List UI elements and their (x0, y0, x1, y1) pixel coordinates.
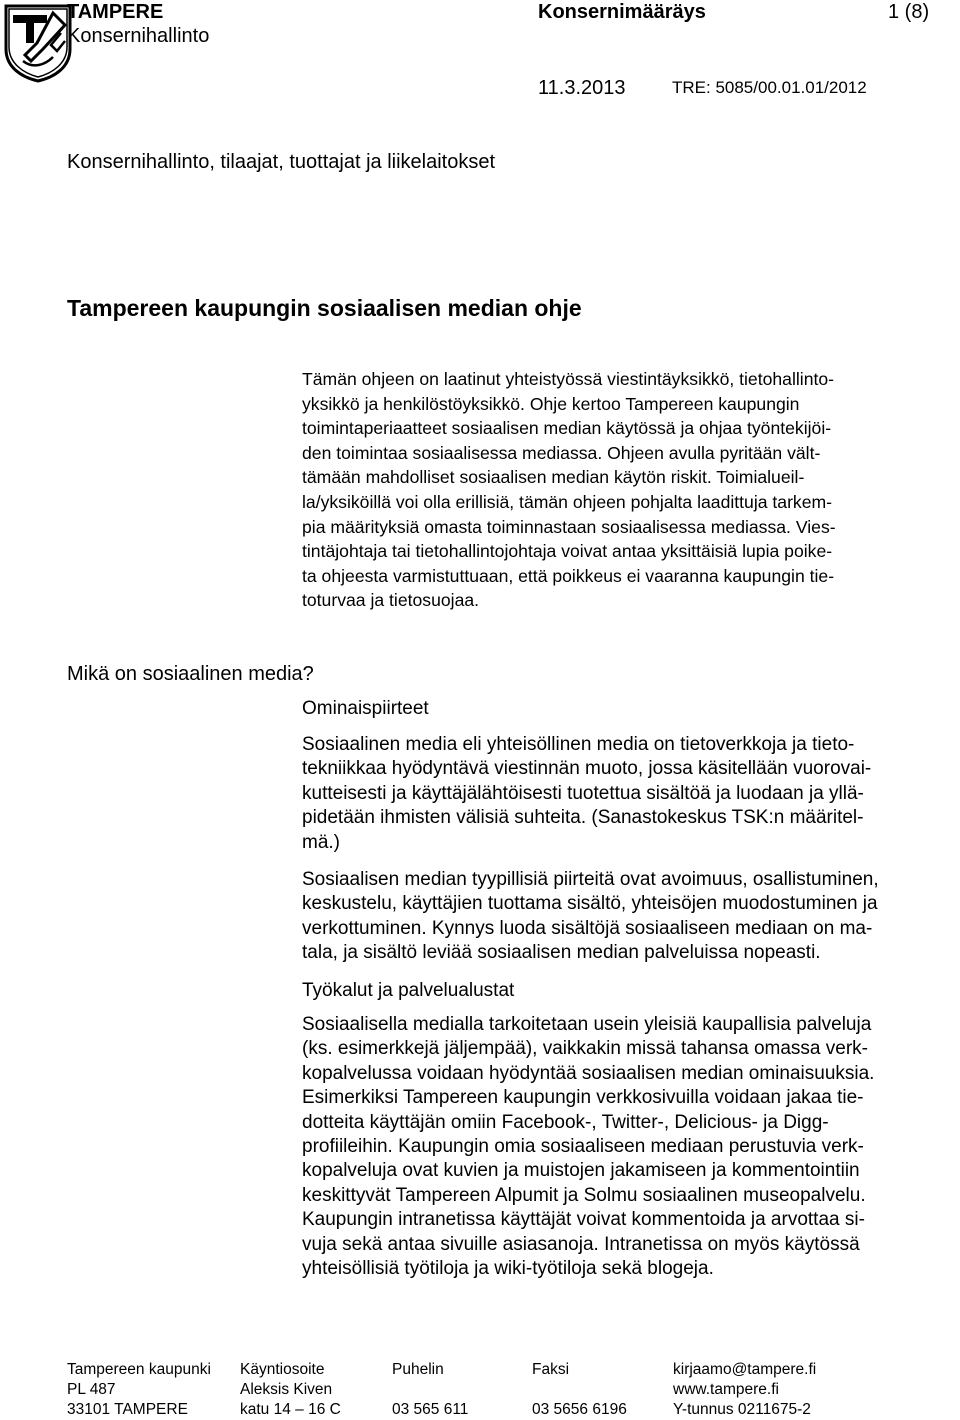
text-line: Kaupungin intranetissa käyttäjät voivat kommentoida ja arvottaa si- (302, 1209, 865, 1231)
footer-text: Faksi (532, 1361, 570, 1378)
text-line: tintäjohtaja tai tietohallintojohtaja voivat antaa yksittäisiä lupia poike- (302, 541, 833, 562)
section-heading: Mikä on sosiaalinen media? (67, 663, 314, 685)
text-line: verkottuminen. Kynnys luoda sisältöjä sosiaaliseen mediaan on ma- (302, 917, 873, 939)
footer-fax (532, 1360, 627, 1420)
intro-paragraph (302, 367, 954, 613)
text-line: toturvaa ja tietosuojaa. (302, 590, 480, 611)
text-line: yksikkö ja henkilöstöyksikkö. Ohje kertoo Tampereen kaupungin (302, 393, 800, 414)
text-line: tämään mahdolliset sosiaalisen median käytön riskit. Toimialueil- (302, 467, 805, 488)
paragraph-tools (302, 1013, 954, 1281)
subheading-tools: Työkalut ja palvelualustat (302, 980, 515, 1001)
footer-text: katu 14 – 16 C (240, 1401, 341, 1418)
text-line: kutteisesti ja käyttäjälähtöisesti tuotettua sisältöä ja luodaan ja yllä- (302, 782, 864, 804)
document-title: Tampereen kaupungin sosiaalisen median ohje (67, 295, 582, 321)
text-line: profiileihin. Kaupungin omia sosiaaliseen mediaan perustuvia verk- (302, 1136, 864, 1158)
text-line: Sosiaalinen media eli yhteisöllinen media on tietoverkkoja ja tieto- (302, 734, 855, 755)
footer-visiting-address (240, 1360, 341, 1420)
text-line: tekniikkaa hyödyntävä viestinnän muoto, jossa käsitellään vuorovai- (302, 758, 872, 780)
text-line: pia määrityksiä omasta toiminnastaan sosiaalisessa mediassa. Vies- (302, 516, 836, 537)
footer-email[interactable]: kirjaamo@tampere.fi (673, 1361, 817, 1378)
document-type: Konsernimääräys (538, 1, 706, 23)
paragraph-definition (302, 733, 954, 855)
footer-text: Käyntiosoite (240, 1361, 325, 1378)
footer-text: Tampereen kaupunki (67, 1361, 211, 1378)
text-line: ta ohjeesta varmistuttuaan, että poikkeus ei vaaranna kaupungin tie- (302, 565, 835, 586)
text-line: tala, ja sisältö leviää sosiaalisen median palveluissa nopeasti. (302, 942, 821, 964)
footer-address (67, 1360, 211, 1420)
recipients-line: Konsernihallinto, tilaajat, tuottajat ja liikelaitokset (67, 151, 496, 173)
footer-text (392, 1380, 468, 1400)
footer-text: Puhelin (392, 1361, 444, 1378)
footer-text: Aleksis Kiven (240, 1381, 333, 1398)
paragraph-features (302, 868, 954, 966)
text-line: vuja sekä antaa sivuille asiasanoja. Intranetissa on myös käytössä (302, 1233, 860, 1255)
footer-contact (673, 1360, 816, 1420)
organization-name: TAMPERE (67, 1, 164, 23)
text-line: la/yksiköillä voi olla erillisiä, tämän ohjeen pohjalta laadittuja tarkem- (302, 491, 833, 512)
text-line: Esimerkiksi Tampereen kaupungin verkkosivuilla voidaan jakaa tie- (302, 1087, 864, 1109)
organization-unit: Konsernihallinto (67, 25, 210, 47)
text-line: Sosiaalisella medialla tarkoitetaan usein yleisiä kaupallisia palveluja (302, 1014, 872, 1035)
text-line: keskittyvät Tampereen Alpumit ja Solmu sosiaalinen museopalvelu. (302, 1184, 866, 1206)
footer-text: 03 565 611 (392, 1401, 469, 1418)
text-line: kopalvelussa voidaan hyödyntää sosiaalisen median ominaisuuksia. (302, 1062, 875, 1084)
subheading-characteristics: Ominaispiirteet (302, 698, 429, 719)
document-date: 11.3.2013 (538, 77, 626, 99)
footer-text: PL 487 (67, 1381, 116, 1398)
footer-text: 03 5656 6196 (532, 1401, 627, 1418)
text-line: keskustelu, käyttäjien tuottama sisältö, yhteisöjen muodostuminen ja (302, 893, 878, 915)
text-line: Tämän ohjeen on laatinut yhteistyössä viestintäyksikkö, tietohallinto- (302, 369, 835, 389)
footer-phone (392, 1360, 468, 1420)
text-line: toimintaperiaatteet sosiaalisen median käytössä ja ohjaa työntekijöi- (302, 418, 832, 439)
text-line: pidetään ihmisten välisiä suhteita. (Sanastokeskus TSK:n määritel- (302, 807, 864, 829)
tampere-coat-of-arms-icon (3, 3, 73, 83)
text-line: (ks. esimerkkejä jäljempää), vaikkakin missä tahansa omassa verk- (302, 1038, 868, 1060)
text-line: yhteisöllisiä työtiloja ja wiki-työtiloja sekä blogeja. (302, 1258, 714, 1280)
text-line: kopalveluja ovat kuvien ja muistojen jakamiseen ja kommentointiin (302, 1160, 860, 1182)
footer-text (532, 1380, 627, 1400)
footer-text: 33101 TAMPERE (67, 1401, 188, 1418)
footer-business-id: Y-tunnus 0211675-2 (673, 1401, 811, 1418)
text-line: dotteita käyttäjän omiin Facebook-, Twitter-, Delicious- ja Digg- (302, 1111, 829, 1133)
document-reference: TRE: 5085/00.01.01/2012 (672, 78, 867, 97)
text-line: mä.) (302, 831, 340, 853)
text-line: Sosiaalisen median tyypillisiä piirteitä ovat avoimuus, osallistuminen, (302, 869, 879, 890)
text-line: den toimintaa sosiaalisessa mediassa. Ohjeen avulla pyritään vält- (302, 442, 821, 463)
page-number: 1 (8) (888, 1, 930, 23)
footer-website[interactable]: www.tampere.fi (673, 1381, 779, 1398)
